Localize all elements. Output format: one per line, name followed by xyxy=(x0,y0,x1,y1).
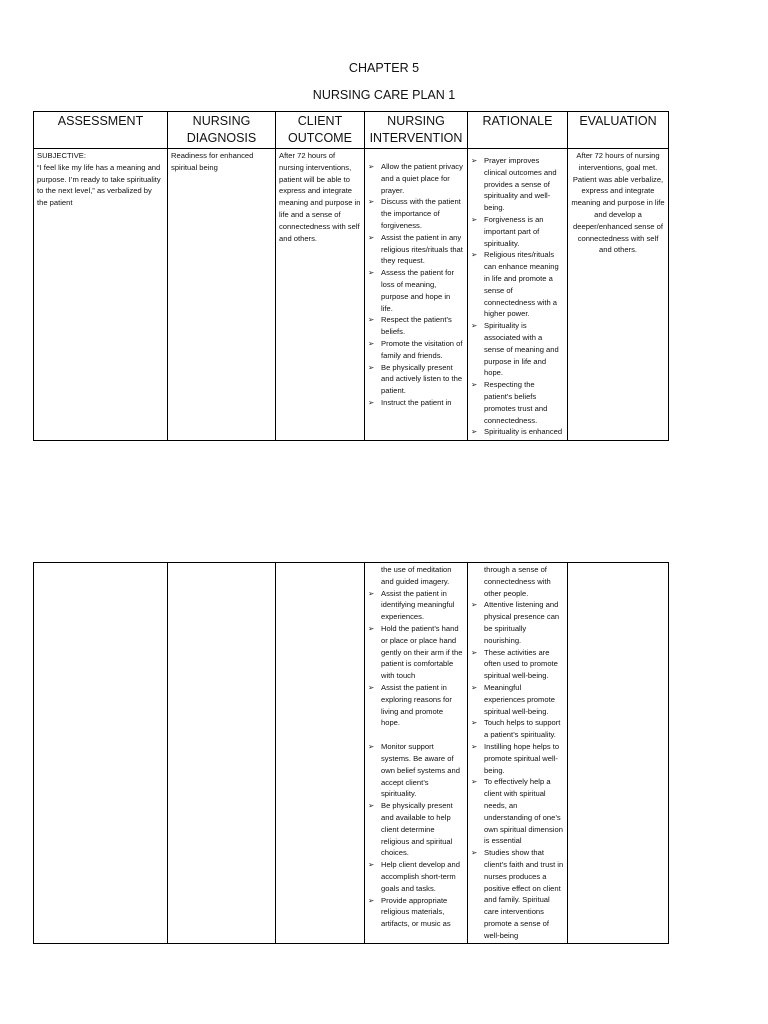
arrow-bullet-icon: ➢ xyxy=(368,588,375,598)
list-item xyxy=(368,314,464,338)
rationale-list xyxy=(471,599,564,941)
arrow-bullet-icon: ➢ xyxy=(368,197,375,207)
list-item xyxy=(471,214,564,249)
list-item-text: Hold the patient’s hand or place or place hand gently on their arm if the patient is comfortable with touch xyxy=(381,623,463,681)
list-item-text: Assist the patient in any religious rites/rituals that they request. xyxy=(381,232,463,266)
column-header-evaluation: EVALUATION xyxy=(568,112,669,149)
arrow-bullet-icon: ➢ xyxy=(368,623,375,633)
list-item-text: Prayer improves clinical outcomes and provides a sense of spirituality and well-being. xyxy=(484,156,557,213)
list-item-text: Spirituality is associated with a sense of meaning and purpose in life and hope. xyxy=(484,321,559,378)
arrow-bullet-icon: ➢ xyxy=(471,647,478,657)
arrow-bullet-icon: ➢ xyxy=(368,338,375,348)
list-item-text: Discuss with the patient the importance of forgiveness. xyxy=(381,197,461,230)
list-item-text: Provide appropriate religious materials, artifacts, or music as xyxy=(381,895,451,929)
intervention-cell xyxy=(365,149,468,441)
list-item-text: Respect the patient’s beliefs. xyxy=(381,315,452,337)
list-item-text: Assist the patient in exploring reasons for living and promote hope. xyxy=(381,682,452,728)
outcome-cell xyxy=(276,563,365,944)
assessment-label: SUBJECTIVE: xyxy=(37,151,86,160)
list-item-text: Be physically present and available to help client determine religious and spiritual choices. xyxy=(381,801,453,858)
assessment-text: “I feel like my life has a meaning and purpose. I’m ready to take spirituality to the next level,” as verbalized by the patient xyxy=(37,162,161,208)
evaluation-cell: After 72 hours of nursing interventions, goal met. Patient was able verbalize, express and integrate meaning and purpose in life and develop a deeper/enhanced sense of connectedness with self and others. xyxy=(568,149,669,441)
list-item xyxy=(368,338,464,362)
arrow-bullet-icon: ➢ xyxy=(471,718,478,728)
list-item xyxy=(368,161,464,196)
column-header-assessment: ASSESSMENT xyxy=(34,112,168,149)
list-item-text: These activities are often used to promote spiritual well-being. xyxy=(484,647,558,681)
evaluation-cell xyxy=(568,563,669,944)
intervention-cell xyxy=(365,563,468,944)
list-item-text: Forgiveness is an important part of spirituality. xyxy=(484,214,544,248)
list-item xyxy=(471,647,564,682)
list-item xyxy=(471,426,564,438)
outcome-cell: After 72 hours of nursing interventions, patient will be able to express and integrate meaning and purpose in life and a sense of connectedness with self and others. xyxy=(276,149,365,441)
table-header-row xyxy=(34,112,669,149)
list-item xyxy=(368,741,464,800)
list-item-text: Studies show that client’s faith and trust in nurses produces a positive effect on client and family. Spiritual care interventions promote a sense of well-being xyxy=(484,848,564,940)
list-item xyxy=(368,362,464,397)
arrow-bullet-icon: ➢ xyxy=(368,232,375,242)
chapter-heading: CHAPTER 5 xyxy=(348,61,420,75)
arrow-bullet-icon: ➢ xyxy=(471,848,478,858)
intervention-continued: the use of meditation and guided imagery. xyxy=(381,565,452,586)
arrow-bullet-icon: ➢ xyxy=(368,397,375,407)
list-item-text: Attentive listening and physical presence can be spiritually nourishing. xyxy=(484,600,560,645)
arrow-bullet-icon: ➢ xyxy=(471,321,478,331)
arrow-bullet-icon: ➢ xyxy=(471,214,478,224)
list-item-text: Spirituality is enhanced xyxy=(484,427,563,437)
rationale-cell xyxy=(468,149,568,441)
list-item-text: Respecting the patient’s beliefs promotes trust and connectedness. xyxy=(484,380,548,425)
list-spacer xyxy=(368,729,464,741)
list-item xyxy=(368,859,464,894)
list-item-text: Instruct the patient in xyxy=(381,397,452,407)
list-item xyxy=(471,717,564,741)
list-item xyxy=(471,155,564,214)
list-item xyxy=(368,623,464,682)
assessment-cell xyxy=(34,149,168,441)
list-item-text: Promote the visitation of family and friends. xyxy=(381,338,463,360)
intervention-list xyxy=(368,588,464,730)
arrow-bullet-icon: ➢ xyxy=(471,250,478,260)
list-item-text: Instilling hope helps to promote spiritual well-being. xyxy=(484,741,560,775)
arrow-bullet-icon: ➢ xyxy=(471,427,478,437)
arrow-bullet-icon: ➢ xyxy=(368,860,375,870)
list-item xyxy=(368,800,464,859)
rationale-cell xyxy=(468,563,568,944)
arrow-bullet-icon: ➢ xyxy=(368,268,375,278)
arrow-bullet-icon: ➢ xyxy=(471,380,478,390)
arrow-bullet-icon: ➢ xyxy=(368,742,375,752)
arrow-bullet-icon: ➢ xyxy=(368,362,375,372)
diagnosis-cell: Readiness for enhanced spiritual being xyxy=(168,149,276,441)
list-item xyxy=(368,397,464,409)
arrow-bullet-icon: ➢ xyxy=(368,682,375,692)
arrow-bullet-icon: ➢ xyxy=(471,741,478,751)
arrow-bullet-icon: ➢ xyxy=(368,801,375,811)
care-plan-table-page-1 xyxy=(33,111,669,441)
list-item xyxy=(471,249,564,320)
list-item xyxy=(471,379,564,426)
list-item-text: Be physically present and actively listen to the patient. xyxy=(381,362,463,396)
column-header-nursing-intervention: NURSING INTERVENTION xyxy=(365,112,468,149)
intervention-list-b xyxy=(368,741,464,930)
list-item xyxy=(368,232,464,267)
list-item xyxy=(368,682,464,729)
table-row xyxy=(34,563,669,944)
rationale-list xyxy=(471,155,564,438)
list-item xyxy=(368,588,464,623)
list-item xyxy=(471,682,564,717)
care-plan-table-page-2 xyxy=(33,562,669,944)
list-item xyxy=(471,320,564,379)
list-item xyxy=(368,196,464,231)
list-item xyxy=(471,776,564,847)
table-row xyxy=(34,149,669,441)
list-item-text: Assist the patient in identifying meaningful experiences. xyxy=(381,588,455,622)
list-item-text: Monitor support systems. Be aware of own belief systems and accept client’s spirituality. xyxy=(381,742,460,799)
arrow-bullet-icon: ➢ xyxy=(368,162,375,171)
list-item-text: Touch helps to support a patient’s spirituality. xyxy=(484,718,561,740)
list-item xyxy=(471,741,564,776)
list-item xyxy=(471,847,564,941)
rationale-continued: through a sense of connectedness with other people. xyxy=(484,565,551,598)
list-item-text: Allow the patient privacy and a quiet place for prayer. xyxy=(381,162,463,195)
list-item-text: Religious rites/rituals can enhance meaning in life and promote a sense of connectedness with a higher power. xyxy=(484,250,559,319)
arrow-bullet-icon: ➢ xyxy=(471,156,478,165)
arrow-bullet-icon: ➢ xyxy=(368,315,375,325)
list-item xyxy=(368,267,464,314)
care-plan-title: NURSING CARE PLAN 1 xyxy=(312,88,456,102)
list-item-text: To effectively help a client with spiritual needs, an understanding of one’s own spiritual dimension is essential xyxy=(484,777,563,846)
list-item-text: Assess the patient for loss of meaning, purpose and hope in life. xyxy=(381,268,455,313)
arrow-bullet-icon: ➢ xyxy=(471,682,478,692)
assessment-cell xyxy=(34,563,168,944)
column-header-client-outcome: CLIENT OUTCOME xyxy=(276,112,365,149)
arrow-bullet-icon: ➢ xyxy=(471,777,478,787)
diagnosis-cell xyxy=(168,563,276,944)
list-item xyxy=(471,599,564,646)
arrow-bullet-icon: ➢ xyxy=(368,895,375,905)
list-item-text: Meaningful experiences promote spiritual well-being. xyxy=(484,682,555,716)
arrow-bullet-icon: ➢ xyxy=(471,600,478,610)
list-item xyxy=(368,895,464,930)
intervention-list xyxy=(368,161,464,409)
column-header-nursing-diagnosis: NURSING DIAGNOSIS xyxy=(168,112,276,149)
column-header-rationale: RATIONALE xyxy=(468,112,568,149)
list-item-text: Help client develop and accomplish short-term goals and tasks. xyxy=(381,860,460,893)
